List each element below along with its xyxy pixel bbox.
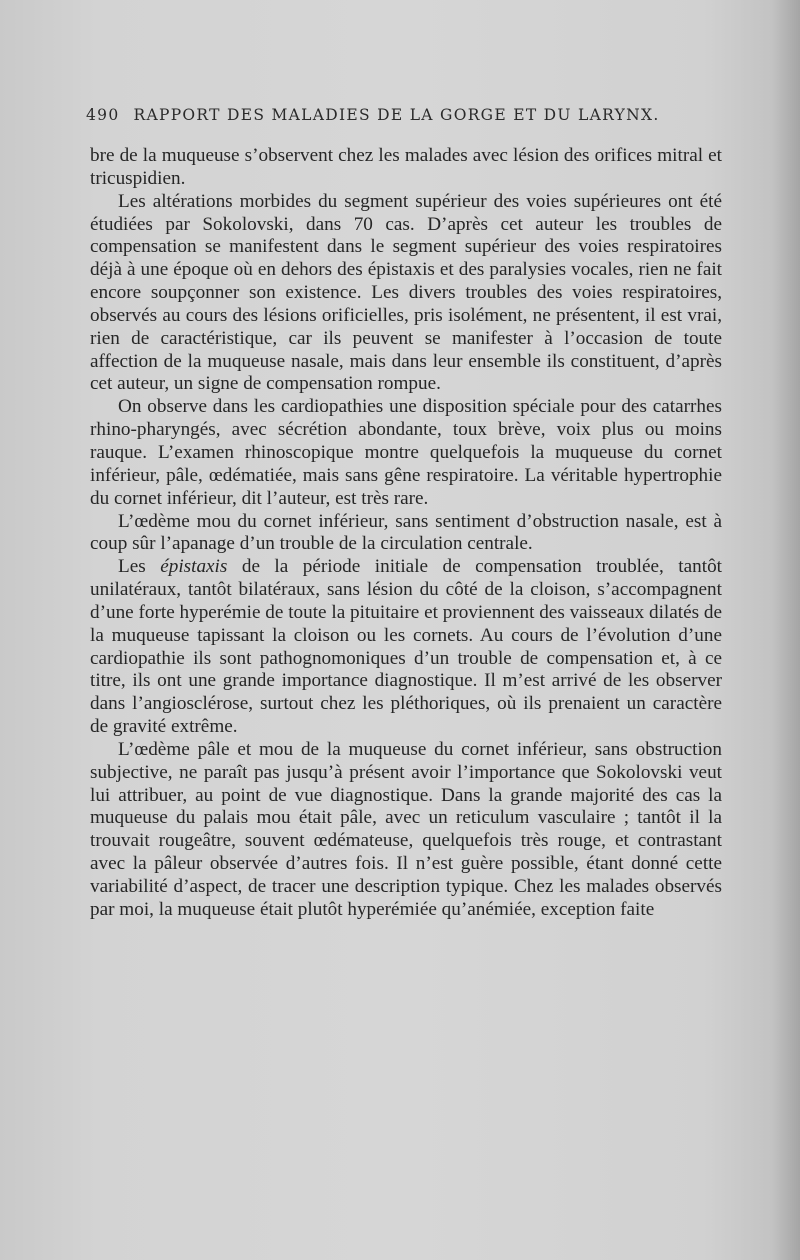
paragraph-oedeme-pale: L’œdème pâle et mou de la muqueuse du cornet inférieur, sans obstruction subjective, ne paraît pas jusqu’à présent avoir l’importance que Sokolovski veut lui attribuer, au point de vue diagnostique. Dans la grande majorité des cas la muqueuse du palais mou était pâle, avec un reticulum vasculaire ; tantôt il la trouvait rougeâtre, souvent œdémateuse, quelquefois très rouge, et contrastant avec la pâleur observée d’autres fois. Il n’est guère possible, étant donné cette variabilité d’aspect, de tracer une description typique. Chez les malades observés par moi, la muqueuse était plutôt hyperémiée qu’anémiée, exception faite (90, 738, 722, 920)
page-number: 490 (86, 106, 120, 124)
italic-term-epistaxis: épistaxis (160, 556, 228, 578)
paragraph-oedeme-mou: L’œdème mou du cornet inférieur, sans sentiment d’obstruction nasale, est à coup sûr l’apanage d’un trouble de la circulation centrale. (90, 510, 722, 555)
running-header (86, 106, 726, 124)
paragraph-lead-word: Les (118, 556, 146, 578)
paragraph-sokolovski-study: Les altérations morbides du segment supérieur des voies supérieures ont été étudiées par Sokolovski, dans 70 cas. D’après cet auteur les troubles de compensation se manifestent dans le segment supérieur des voies respiratoires déjà à une époque où en dehors des épistaxis et des paralysies vocales, rien ne fait encore soupçonner son existence. Les divers troubles des voies respiratoires, observés au cours des lésions orificielles, pris isolément, ne présentent, il est vrai, rien de caractéristique, car ils peuvent se manifester à l’occasion de toute affection de la muqueuse nasale, mais dans leur ensemble ils constituent, d’après cet auteur, un signe de compensation rompue. (90, 190, 722, 395)
paragraph-continued: bre de la muqueuse s’observent chez les malades avec lésion des orifices mitral et tricuspidien. (90, 145, 722, 189)
body-text (90, 145, 722, 922)
paragraph-epistaxis-text: de la période initiale de compensation troublée, tantôt unilatéraux, tantôt bilatéraux, sans lésion du côté de la cloison, s’accompagnent d’une forte hyperémie de toute la pituitaire et proviennent des vaisseaux dilatés de la muqueuse tapissant la cloison ou les cornets. Au cours de l’évolution d’une cardiopathie ils sont pathognomoniques d’un trouble de compensation et, à ce titre, ils ont une grande importance diagnostique. Il m’est arrivé de les observer dans l’angiosclérose, surtout chez les pléthoriques, où ils prenaient un caractère de gravité extrême. (90, 556, 722, 738)
paragraph-catarrhes: On observe dans les cardiopathies une disposition spéciale pour des catarrhes rhino-pharyngés, avec sécrétion abondante, toux brève, voix plus ou moins rauque. L’examen rhinoscopique montre quelquefois la muqueuse du cornet inférieur, pâle, œdématiée, mais sans gêne respiratoire. La véritable hypertrophie du cornet inférieur, dit l’auteur, est très rare. (90, 396, 722, 509)
running-title: RAPPORT DES MALADIES DE LA GORGE ET DU LARYNX. (133, 106, 660, 124)
paragraph-epistaxis (90, 556, 722, 739)
